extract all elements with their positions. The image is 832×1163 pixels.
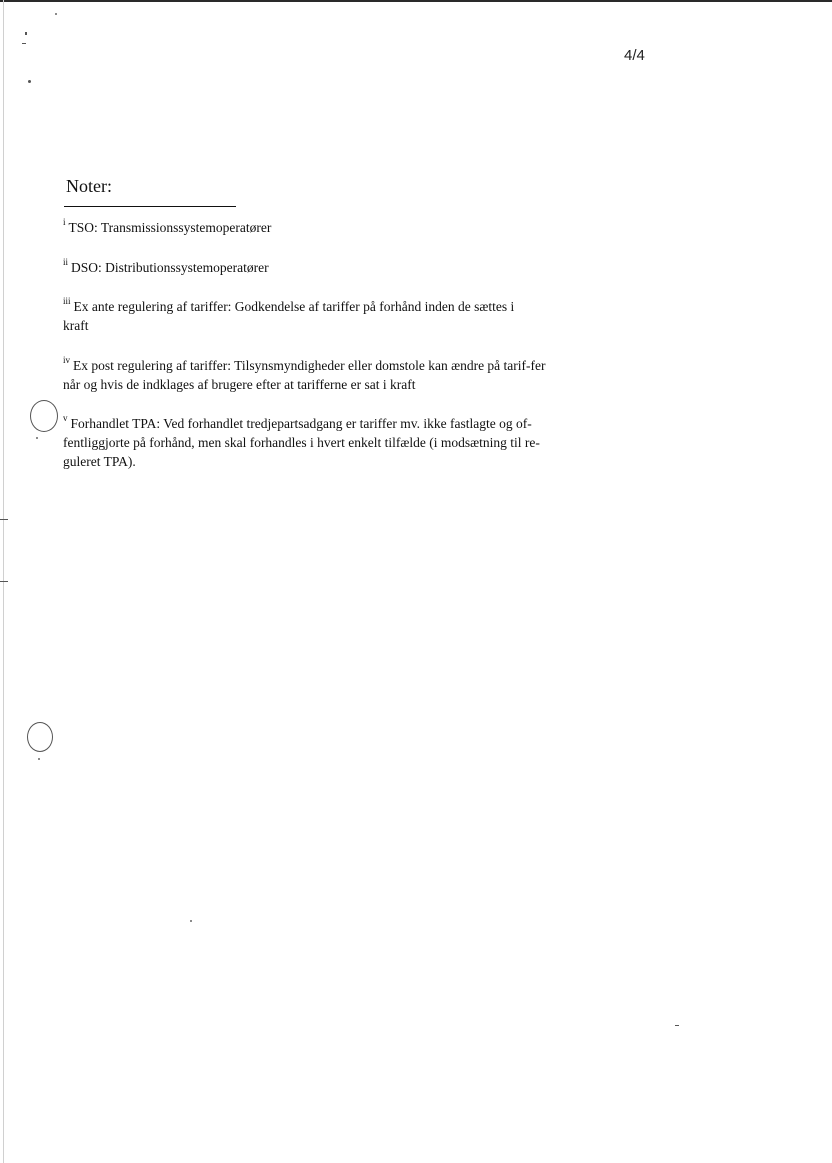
notes-heading: Noter: xyxy=(66,176,112,196)
scan-speck xyxy=(55,13,57,15)
scan-mark xyxy=(675,1025,679,1026)
footnote-marker: i xyxy=(63,217,66,227)
scan-mark xyxy=(25,32,27,35)
footnote-marker: iii xyxy=(63,296,71,306)
footnote-marker: ii xyxy=(63,257,69,267)
scan-mark xyxy=(22,43,26,44)
footnote-text: DSO: Distributionssystemoperatører xyxy=(71,260,269,275)
scan-mark xyxy=(0,581,8,582)
footnote-iv xyxy=(63,356,551,394)
footnote-iii xyxy=(63,297,541,335)
footnote-text: Ex ante regulering af tariffer: Godkendelse af tariffer på forhånd inden de sættes i kraft xyxy=(63,299,515,333)
footnote-marker: v xyxy=(63,413,68,423)
scan-speck xyxy=(190,920,192,922)
footnote-text: Forhandlet TPA: Ved forhandlet tredjepartsadgang er tariffer mv. ikke fastlagte og of-fentliggjorte på forhånd, men skal forhandles i hvert enkelt tilfælde (i modsætning til re-guleret TPA). xyxy=(63,416,540,469)
scan-mark xyxy=(0,519,8,520)
scan-speck xyxy=(36,437,38,439)
scan-speck xyxy=(38,758,40,760)
footnote-marker: iv xyxy=(63,355,71,365)
footnote-text: TSO: Transmissionssystemoperatører xyxy=(68,220,272,235)
binder-hole-icon xyxy=(30,400,58,432)
scan-mark xyxy=(28,80,31,83)
footnote-text: Ex post regulering af tariffer: Tilsynsmyndigheder eller domstole kan ændre på tarif-fer når og hvis de indklages af brugere efter at tarifferne er sat i kraft xyxy=(63,358,546,392)
binder-hole-icon xyxy=(27,722,53,752)
scan-top-edge xyxy=(0,0,832,2)
page-number: 4/4 xyxy=(624,47,645,64)
notes-divider xyxy=(64,206,236,207)
footnote-i xyxy=(63,218,563,237)
footnote-v xyxy=(63,414,557,471)
footnote-ii xyxy=(63,258,563,277)
